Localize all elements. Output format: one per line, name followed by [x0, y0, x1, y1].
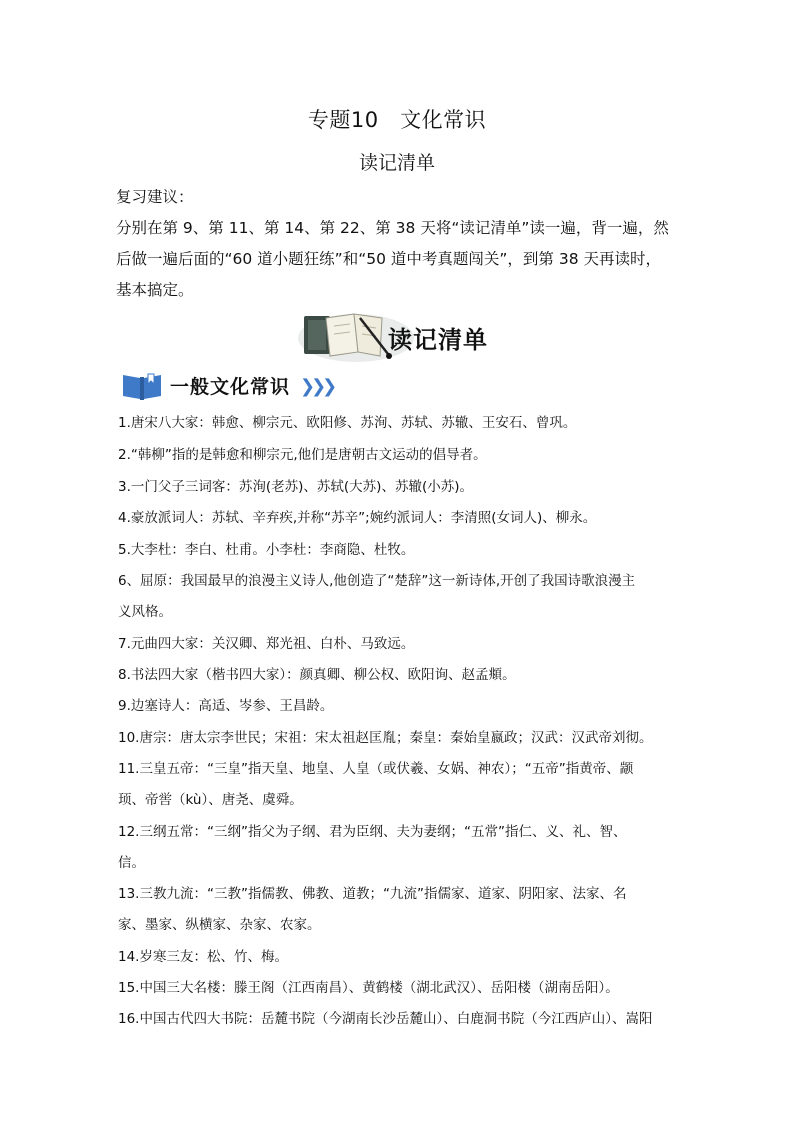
advice-label: 复习建议： [116, 188, 194, 206]
list-item: 2.“韩柳”指的是韩愈和柳宗元,他们是唐朝古文运动的倡导者。 [118, 447, 487, 463]
list-item: 9.边塞诗人：高适、岑参、王昌龄。 [118, 698, 334, 714]
list-item-continued: 顼、帝喾（kù）、唐尧、虞舜。 [118, 792, 303, 808]
section-title: 一般文化常识 [170, 376, 291, 398]
list-item: 12.三纲五常：“三纲”指父为子纲、君为臣纲、夫为妻纲；“五常”指仁、义、礼、智、 [118, 824, 627, 840]
list-item: 14.岁寒三友：松、竹、梅。 [118, 949, 288, 965]
page-subtitle: 读记清单 [358, 152, 435, 174]
advice-line-3: 基本搞定。 [116, 281, 194, 299]
list-item-continued: 家、墨家、纵横家、杂家、农家。 [118, 917, 321, 933]
list-item: 13.三教九流：“三教”指儒教、佛教、道教；“九流”指儒家、道家、阴阳家、法家、名 [118, 886, 627, 902]
list-item-continued: 信。 [118, 855, 145, 871]
list-item: 8.书法四大家（楷书四大家）：颜真卿、柳公权、欧阳询、赵孟頫。 [118, 667, 516, 683]
list-item: 5.大李杜：李白、杜甫。小李杜：李商隐、杜牧。 [118, 542, 415, 558]
list-item: 1.唐宋八大家：韩愈、柳宗元、欧阳修、苏洵、苏轼、苏辙、王安石、曾巩。 [118, 415, 577, 431]
page-title: 专题10 文化常识 [307, 108, 487, 132]
advice-line-2: 后做一遍后面的“60 道小题狂练”和“50 道中考真题闯关”，到第 38 天再读时， [116, 250, 661, 268]
list-item: 3.一门父子三词客：苏洵(老苏)、苏轼(大苏)、苏辙(小苏)。 [118, 479, 473, 495]
section-header [120, 370, 380, 404]
list-item: 11.三皇五帝：“三皇”指天皇、地皇、人皇（或伏羲、女娲、神农）；“五帝”指黄帝、颛 [118, 761, 634, 777]
list-item: 10.唐宗：唐太宗李世民；宋祖：宋太祖赵匡胤；秦皇：秦始皇嬴政；汉武：汉武帝刘彻。 [118, 730, 653, 746]
list-item: 15.中国三大名楼：滕王阁（江西南昌）、黄鹤楼（湖北武汉）、岳阳楼（湖南岳阳）。 [118, 980, 619, 996]
list-item: 7.元曲四大家：关汉卿、郑光祖、白朴、马致远。 [118, 636, 415, 652]
advice-line-1: 分别在第 9、第 11、第 14、第 22、第 38 天将“读记清单”读一遍，背一遍，然 [116, 219, 669, 237]
open-book-icon [120, 370, 164, 402]
chevrons-icon: ❯❯❯ [300, 376, 334, 397]
list-item-continued: 义风格。 [118, 604, 172, 620]
banner-title: 读记清单 [388, 325, 488, 354]
list-item: 6、屈原：我国最早的浪漫主义诗人,他创造了“楚辞”这一新诗体,开创了我国诗歌浪漫主 [118, 573, 636, 589]
reading-list-banner [296, 306, 506, 366]
list-item: 16.中国古代四大书院：岳麓书院（今湖南长沙岳麓山）、白鹿洞书院（今江西庐山）、嵩阳 [118, 1011, 653, 1027]
list-item: 4.豪放派词人：苏轼、辛弃疾,并称“苏辛”;婉约派词人：李清照(女词人)、柳永。 [118, 510, 597, 526]
